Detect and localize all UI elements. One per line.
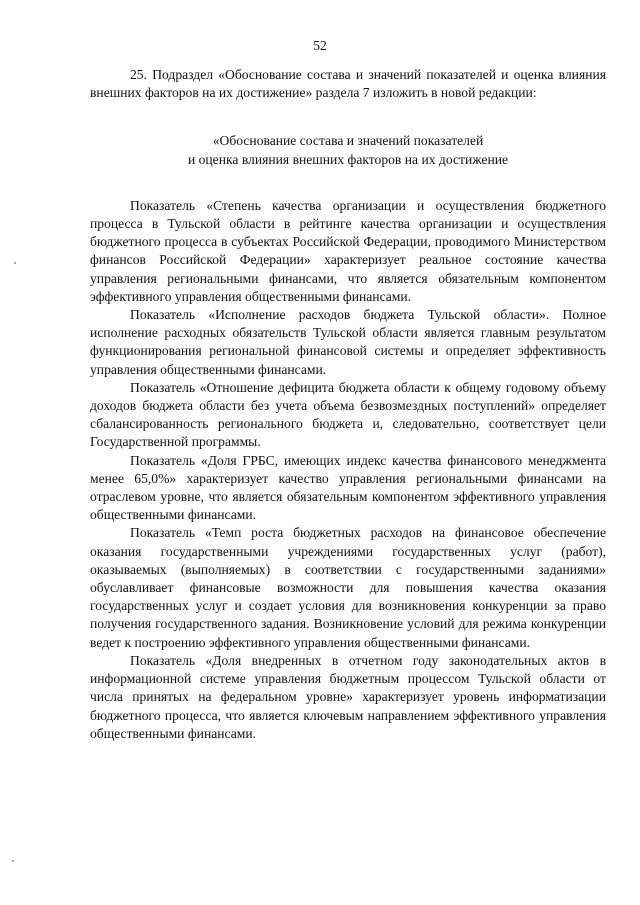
- document-body: [90, 66, 606, 743]
- section-heading-line-2: и оценка влияния внешних факторов на их достижение: [187, 151, 509, 167]
- paragraph-indicator-grbs-share: Показатель «Доля ГРБС, имеющих индекс качества финансового менеджмента менее 65,0%» характеризует качество управления региональными финансами на отраслевом уровне, что является обязательным компонентом эффективного управления общественными финансами.: [90, 452, 606, 523]
- scan-speck: [14, 262, 16, 264]
- page-number: 52: [313, 38, 327, 53]
- intro-paragraph: 25. Подраздел «Обоснование состава и значений показателей и оценка влияния внешних факторов на их достижение» раздела 7 изложить в новой редакции:: [90, 67, 606, 101]
- paragraph-indicator-budget-execution: Показатель «Исполнение расходов бюджета Тульской области». Полное исполнение расходных обязательств Тульской области является главным результатом функционирования региональной финансовой системы и определяет эффективность управления общественными финансами.: [90, 307, 606, 377]
- paragraph-indicator-legislative-acts-share: Показатель «Доля внедренных в отчетном году законодательных актов в информационной системе управления бюджетным процессом Тульской области от числа принятых на федеральном уровне» характеризует уровень информатизации бюджетного процесса, что является ключевым направлением эффективного управления общественными финансами.: [90, 652, 606, 741]
- paragraph-indicator-spending-growth: Показатель «Темп роста бюджетных расходов на финансовое обеспечение оказания государственными учреждениями государственных услуг (работ), оказываемых (выполняемых) в соответствии с государственными заданиями» обуславливает финансовые возможности для повышения качества оказания государственных услуг и создает условия для возникновения конкуренции за право получения государственного задания. Возникновение условий для режима конкуренции ведет к построению эффективного управления общественными финансами.: [90, 525, 606, 650]
- paragraph-indicator-deficit-ratio: Показатель «Отношение дефицита бюджета области к общему годовому объему доходов бюджета области без учета объема безвозмездных поступлений» определяет сбалансированность регионального бюджета и, следовательно, соответствует цели Государственной программы.: [90, 379, 606, 450]
- paragraph-indicator-budget-process-quality: Показатель «Степень качества организации и осуществления бюджетного процесса в Тульской области в рейтинге качества организации и осуществления бюджетного процесса в субъектах Российской Федерации, проводимого Министерством финансов Российской Федерации» характеризует реальное состояние качества управления региональными финансами, что является обязательным компонентом эффективного управления общественными финансами.: [90, 197, 606, 304]
- section-heading-line-1: «Обоснование состава и значений показателей: [212, 133, 484, 149]
- section-heading: [90, 132, 606, 168]
- scan-speck: [12, 860, 14, 862]
